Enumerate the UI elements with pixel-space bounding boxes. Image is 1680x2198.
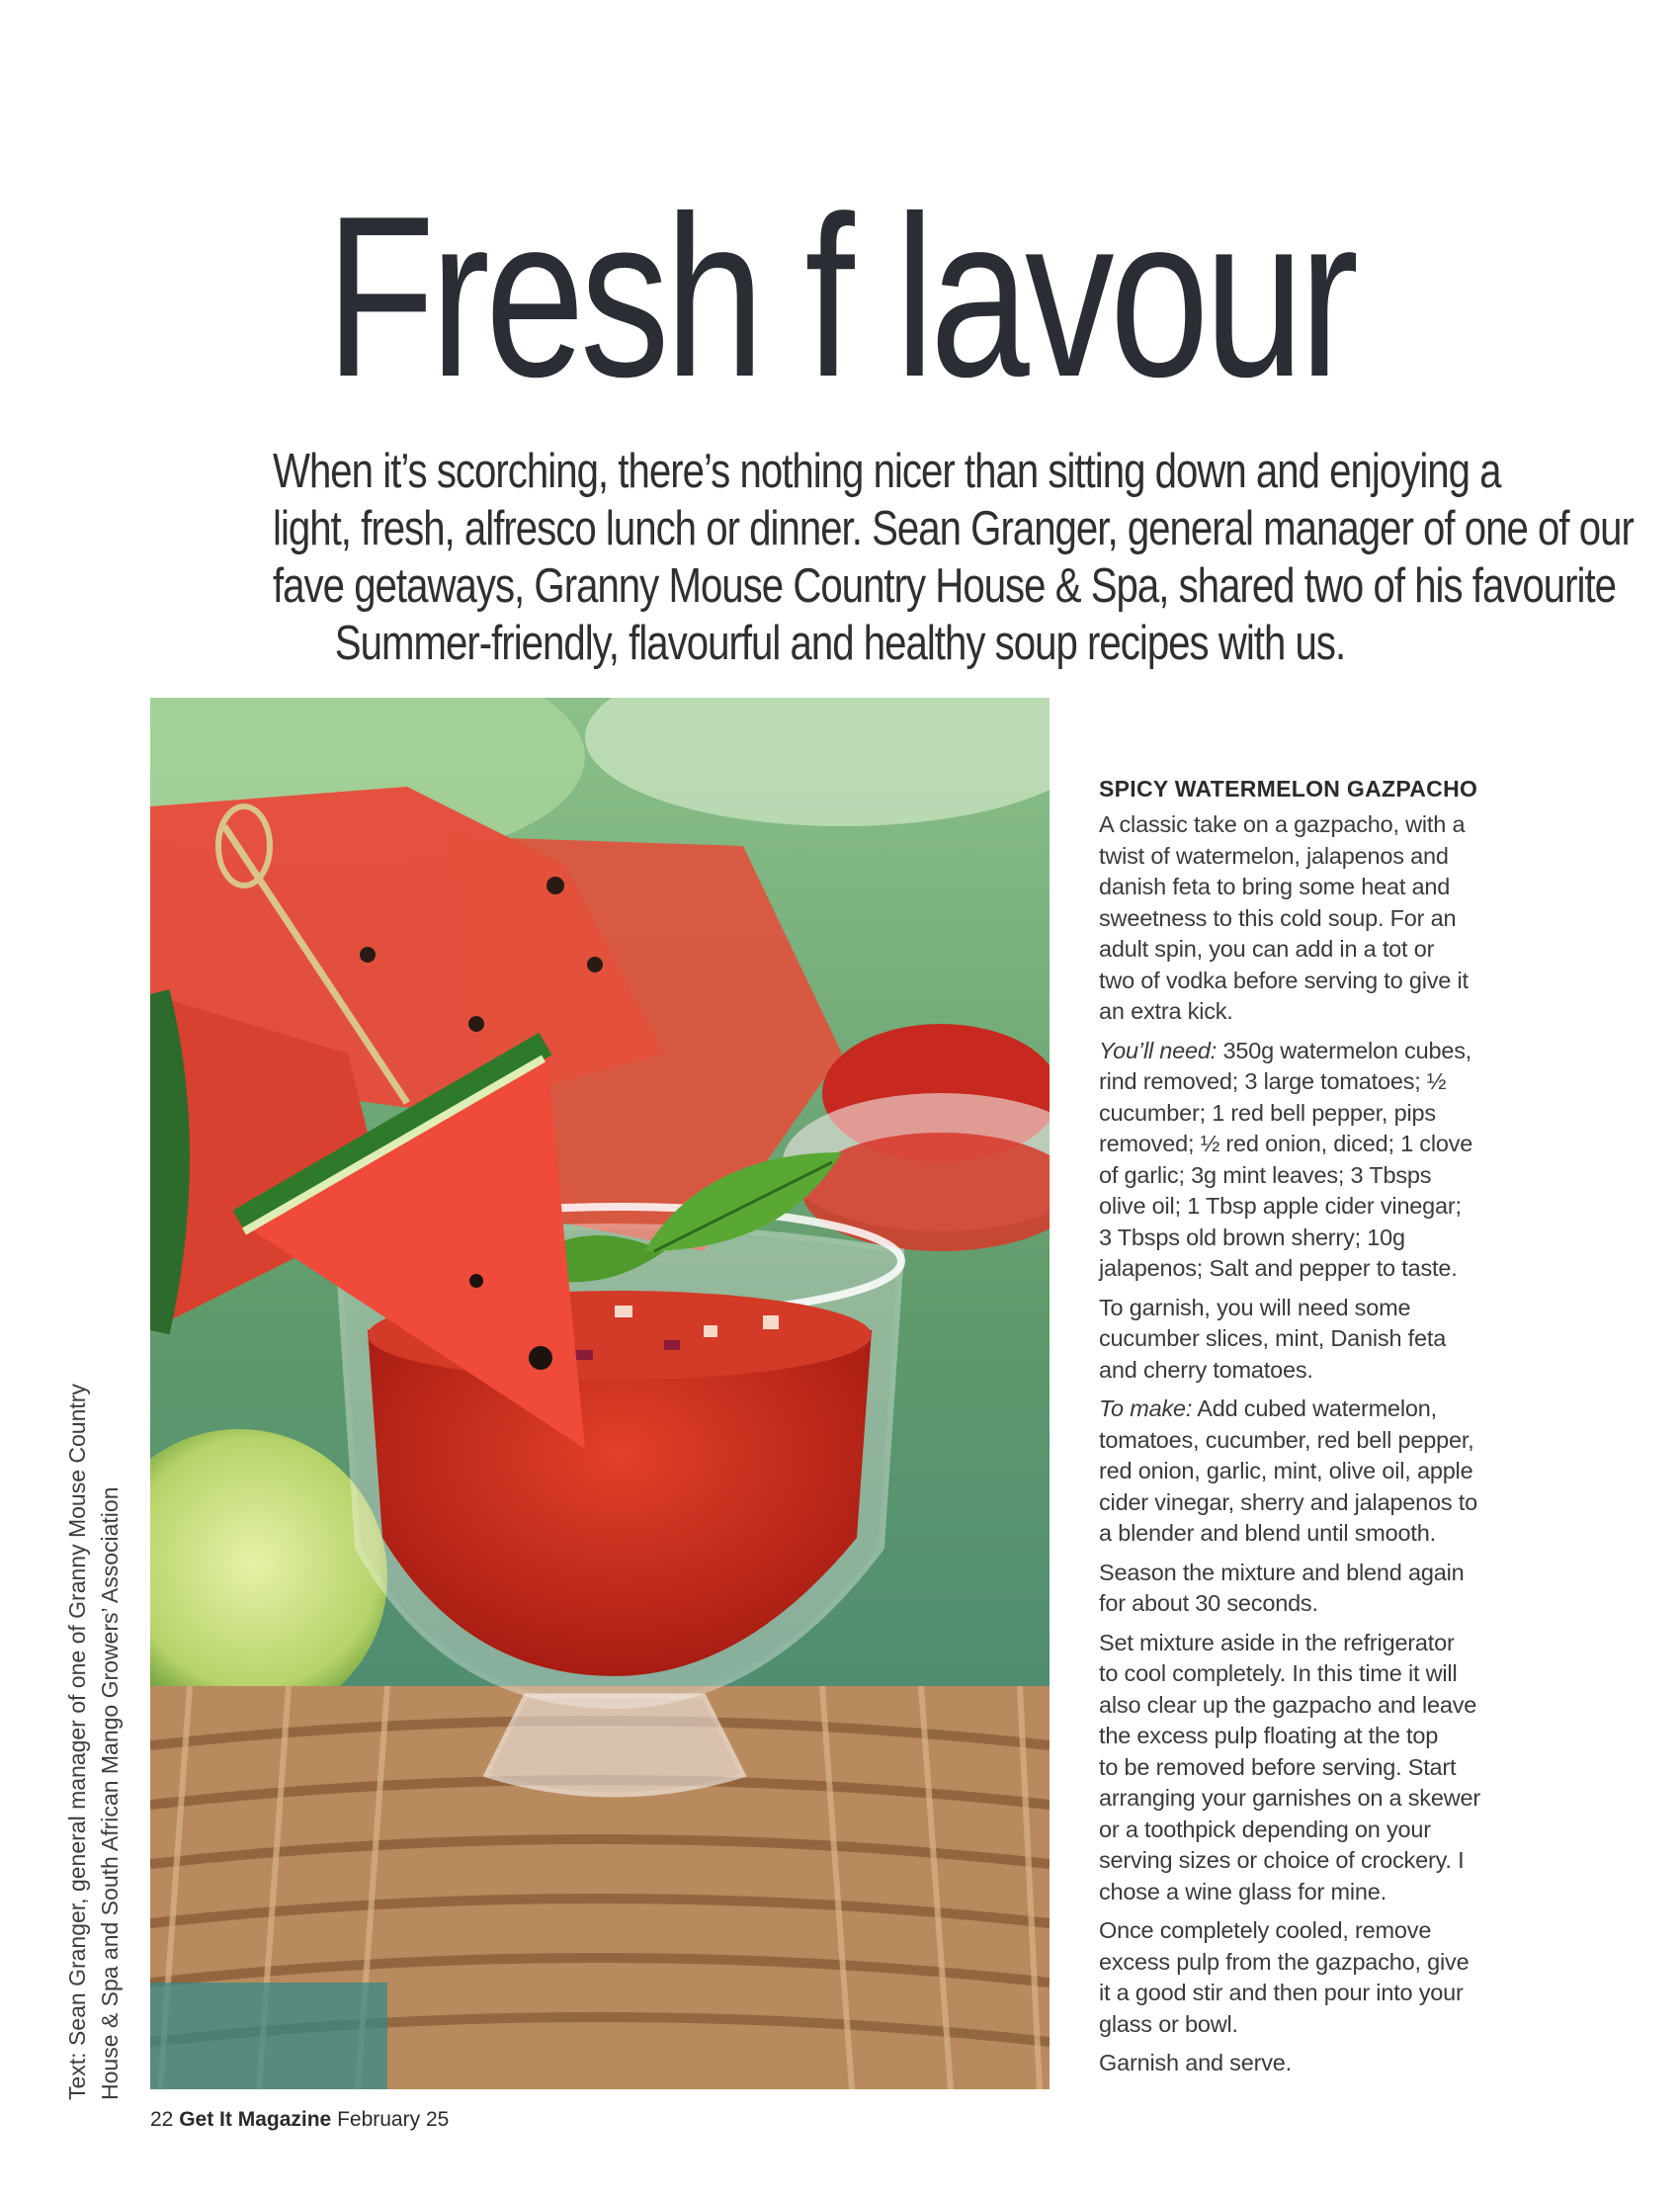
text-line: arranging your garnishes on a skewer (1099, 1785, 1480, 1811)
text-line: 3 Tbsps old brown sherry; 10g (1099, 1224, 1405, 1250)
gazpacho-photo (150, 698, 1050, 2089)
text-line: twist of watermelon, jalapenos and (1099, 842, 1449, 869)
text-line: removed; ½ red onion, diced; 1 clove (1099, 1131, 1473, 1156)
serve-paragraph (1099, 2048, 1544, 2079)
ingredients-first: 350g watermelon cubes, (1217, 1037, 1472, 1063)
recipe-column (1099, 773, 1544, 2087)
recipe-heading: SPICY WATERMELON GAZPACHO (1099, 776, 1478, 802)
text-line: a blender and blend until smooth. (1099, 1520, 1436, 1546)
ingredients-label: You’ll need: (1099, 1037, 1218, 1063)
text-line: danish feta to bring some heat and (1099, 874, 1451, 899)
text-line: to be removed before serving. Start (1099, 1753, 1457, 1780)
text-line: cucumber slices, mint, Danish feta (1099, 1325, 1447, 1351)
text-line: to cool completely. In this time it will (1099, 1660, 1458, 1686)
text-line: an extra kick. (1099, 998, 1233, 1024)
text-line: it a good stir and then pour into your (1099, 1980, 1464, 2005)
text-line (1099, 1036, 1544, 1067)
season-paragraph (1099, 1558, 1544, 1620)
text-line (1099, 1394, 1544, 1425)
credit-line: House & Spa and South African Mango Growers’ Association (97, 1486, 123, 2100)
finish-paragraph (1099, 1915, 1544, 2040)
text-line: rind removed; 3 large tomatoes; ½ (1099, 1068, 1447, 1094)
text-line: cider vinegar, sherry and jalapenos to (1099, 1488, 1477, 1515)
text-line: or a toothpick depending on your (1099, 1816, 1431, 1842)
text-line: excess pulp from the gazpacho, give (1099, 1948, 1470, 1975)
credit-line: Text: Sean Granger, general manager of one of Granny Mouse Country (64, 1384, 90, 2100)
method-first: Add cubed watermelon, (1192, 1395, 1437, 1421)
recipe-description (1099, 809, 1544, 1028)
text-line: sweetness to this cold soup. For an (1099, 904, 1457, 931)
cool-paragraph (1099, 1628, 1544, 1908)
text-line: also clear up the gazpacho and leave (1099, 1691, 1477, 1718)
intro-line: light, fresh, alfresco lunch or dinner. Sean Granger, general manager of one of our (273, 502, 1634, 555)
text-line: two of vodka before serving to give it (1099, 967, 1469, 993)
intro-paragraph (148, 443, 1634, 672)
magazine-name: Get It Magazine (179, 2108, 332, 2131)
garnish-paragraph (1099, 1293, 1544, 1387)
text-line: for about 30 seconds. (1099, 1590, 1318, 1616)
text-line: tomatoes, cucumber, red bell pepper, (1099, 1426, 1474, 1453)
ingredients-paragraph (1099, 1036, 1544, 1285)
text-line: of garlic; 3g mint leaves; 3 Tbsps (1099, 1161, 1432, 1188)
text-line: To garnish, you will need some (1099, 1294, 1411, 1320)
page-number: 22 (150, 2108, 174, 2131)
text-line: A classic take on a gazpacho, with a (1099, 811, 1466, 837)
page-footer (150, 2108, 449, 2132)
intro-line: Summer-friendly, flavourful and healthy soup recipes with us. (334, 617, 1346, 670)
page-title: Fresh f lavour (325, 169, 1355, 425)
issue-date: February 25 (337, 2108, 450, 2131)
text-line: glass or bowl. (1099, 2010, 1238, 2037)
text-line: adult spin, you can add in a tot or (1099, 936, 1435, 962)
text-line: the excess pulp floating at the top (1099, 1723, 1439, 1748)
method-paragraph (1099, 1394, 1544, 1550)
intro-line: fave getaways, Granny Mouse Country House & Spa, shared two of his favourite (273, 559, 1617, 613)
photo-credit (61, 1290, 126, 2100)
text-line: serving sizes or choice of crockery. I (1099, 1847, 1465, 1873)
text-line: Garnish and serve. (1099, 2050, 1292, 2075)
text-line: red onion, garlic, mint, olive oil, apple (1099, 1458, 1473, 1483)
method-label: To make: (1099, 1395, 1193, 1421)
text-line: cucumber; 1 red bell pepper, pips (1099, 1099, 1436, 1126)
text-line: chose a wine glass for mine. (1099, 1878, 1386, 1904)
text-line: olive oil; 1 Tbsp apple cider vinegar; (1099, 1193, 1462, 1219)
text-line: Once completely cooled, remove (1099, 1917, 1432, 1943)
intro-line: When it’s scorching, there’s nothing nicer than sitting down and enjoying a (273, 445, 1501, 498)
text-line: and cherry tomatoes. (1099, 1356, 1313, 1383)
text-line: jalapenos; Salt and pepper to taste. (1099, 1255, 1458, 1281)
text-line: Season the mixture and blend again (1099, 1559, 1465, 1585)
text-line: Set mixture aside in the refrigerator (1099, 1629, 1455, 1655)
